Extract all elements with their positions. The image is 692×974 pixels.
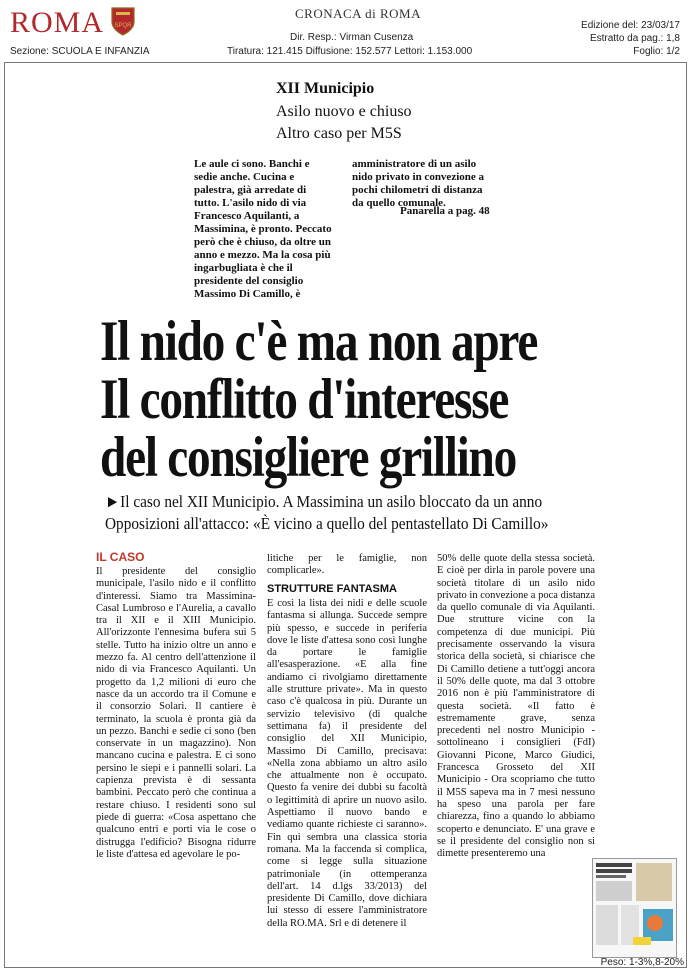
headline-line-1: Il nido c'è ma non apre bbox=[100, 310, 538, 373]
subhead-strutture: STRUTTURE FANTASMA bbox=[267, 583, 397, 595]
deck-line-1: ►Il caso nel XII Municipio. A Massimina un asilo bloccato da un anno bbox=[105, 492, 543, 511]
teaser-sub1: Asilo nuovo e chiuso bbox=[276, 103, 412, 120]
teaser-summary-right: amministratore di un asilo nido privato in convezione a pochi chilometri di distanza da quello comunale. bbox=[352, 158, 485, 209]
teaser-byline: Panarella a pag. 48 bbox=[400, 205, 490, 217]
masthead: CRONACA di ROMA bbox=[295, 6, 421, 21]
teaser-sub2: Altro caso per M5S bbox=[276, 125, 402, 142]
headline-line-3: del consigliere grillino bbox=[100, 426, 517, 489]
body-column-3: 50% delle quote della stessa società. E cioè per dirla in parole povere una società titolare di un asilo nido privato in convezione a poca distanza da quello comunale di via Aquilanti. Due strutture vicine con la competenza di due municipi. Più precisamente osservando la visura storica della società, si chiarisce che Di Camillo detiene a tutt'oggi ancora il 50% delle quote, ma dal 3 ottobre 2016 non è più l'amministratore di questa società. «Il fatto è estremamente grave, senza precedenti nel nostro Municipio - sottolineano i consiglieri (FdI) Giovanni Picone, Marco Giudici, Francesca Grosseto del XII Municipio - Ora scopriamo che tutto il M5S sapeva ma in 7 mesi nessuno ha speso una parola per fare chiarezza, fino a quando lo abbiamo scoperto e denunciato. E' una grave e se il presidente del consiglio non si dimette presenteremo una bbox=[437, 553, 595, 860]
weight-footer: Peso: 1-3%,8-20% bbox=[600, 957, 684, 968]
page-thumbnail bbox=[592, 858, 677, 958]
extract-pages: Estratto da pag.: 1,8 bbox=[589, 33, 680, 44]
body-column-2: E così la lista dei nidi e delle scuole fantasma si allunga. Succede sempre più spesso, e succede in periferia dove le liste d'attesa sono così lunghe da portare le famiglie all'esasperazione. «E alla fine andiamo ci rivolgiamo direttamente alle strutture private». Ma in questo caso c'è qualcosa in più. Durante un servizio televisivo (di qualche settimana fa) il presidente del consiglio del XII Municipio, Massimo Di Camillo, precisava: «Nella zona abbiamo un altro asilo che attualmente non è occupato. Questo fa venire dei dubbi su facoltà o legittimità di aprire un nuovo asilo. Aspettiamo il nuovo bando e vediamo quante richieste ci saranno». Fin qui sembra una classica storia romana. Ma la faccenda si complica, come si legge sulla situazione patrimoniale (in ottemperanza dell'art. 14 d.lgs 33/2013) del presidente Di Camillo, dove dichiara lui stesso di essere l'amministratore della RO.MA. Srl e di detenere il bbox=[267, 598, 427, 929]
director: Dir. Resp.: Virman Cusenza bbox=[290, 32, 414, 43]
svg-text:SPQR: SPQR bbox=[114, 23, 132, 29]
kicker-label: IL CASO bbox=[96, 550, 145, 564]
circulation-stats: Tiratura: 121.415 Diffusione: 152.577 Lettori: 1.153.000 bbox=[227, 46, 473, 57]
body-column-2-intro: litiche per le famiglie, non complicarle». bbox=[267, 553, 427, 577]
headline-line-2: Il conflitto d'interesse bbox=[100, 368, 509, 431]
edition-date: Edizione del: 23/03/17 bbox=[581, 20, 680, 31]
sheet-number: Foglio: 1/2 bbox=[633, 46, 680, 57]
municipio-title: XII Municipio bbox=[276, 80, 375, 97]
section-label: Sezione: SCUOLA E INFANZIA bbox=[10, 46, 150, 57]
rome-crest-icon bbox=[110, 6, 136, 36]
newspaper-logo: ROMA bbox=[10, 6, 105, 39]
deck-line-2: Opposizioni all'attacco: «È vicino a quello del pentastellato Di Camillo» bbox=[105, 514, 549, 533]
body-column-1: Il presidente del consiglio municipale, l'asilo nido e il conflitto d'interessi. Siamo tra Massimina-Casal Lumbroso e l'Aurelia, a cavallo tra il XII e il XIII Municipio. All'orizzonte l'ennesima bufera sui 5 stelle. Tutto ha inizio oltre un anno e mezzo fa. Al centro dell'attenzione il nido di via Francesco Aquilanti. Un progetto da 1,2 milioni di euro che nasce da un accordo tra il Comune e il consorzio Solari. Il cantiere è terminato, la scuola è pronta già da un pezzo. Banchi e sedie ci sono (ben conservate in un magazzino). Non mancano cucina e palestra. E ci sono persino le siepi e i pannelli solari. La capienza prevista è di sessanta bambini. Peccato però che continua a restare chiuso. I residenti sono sul piede di guerra: «Cosa aspettano che qualcuno entri e porti via le cose o distrugga l'edificio? Bisogna ridurre le liste d'attesa ed agevolare le po- bbox=[96, 566, 256, 860]
teaser-summary-left: Le aule ci sono. Banchi e sedie anche. Cucina e palestra, già arredate di tutto. L'asilo nido di via Francesco Aquilanti, a Massimina, è pronto. Peccato però che è chiuso, da oltre un anno e mezzo. Ma la cosa più ingarbugliata è che il presidente del consiglio Massimo Di Camillo, è bbox=[194, 158, 332, 300]
page-thumbnail-image bbox=[593, 859, 676, 957]
